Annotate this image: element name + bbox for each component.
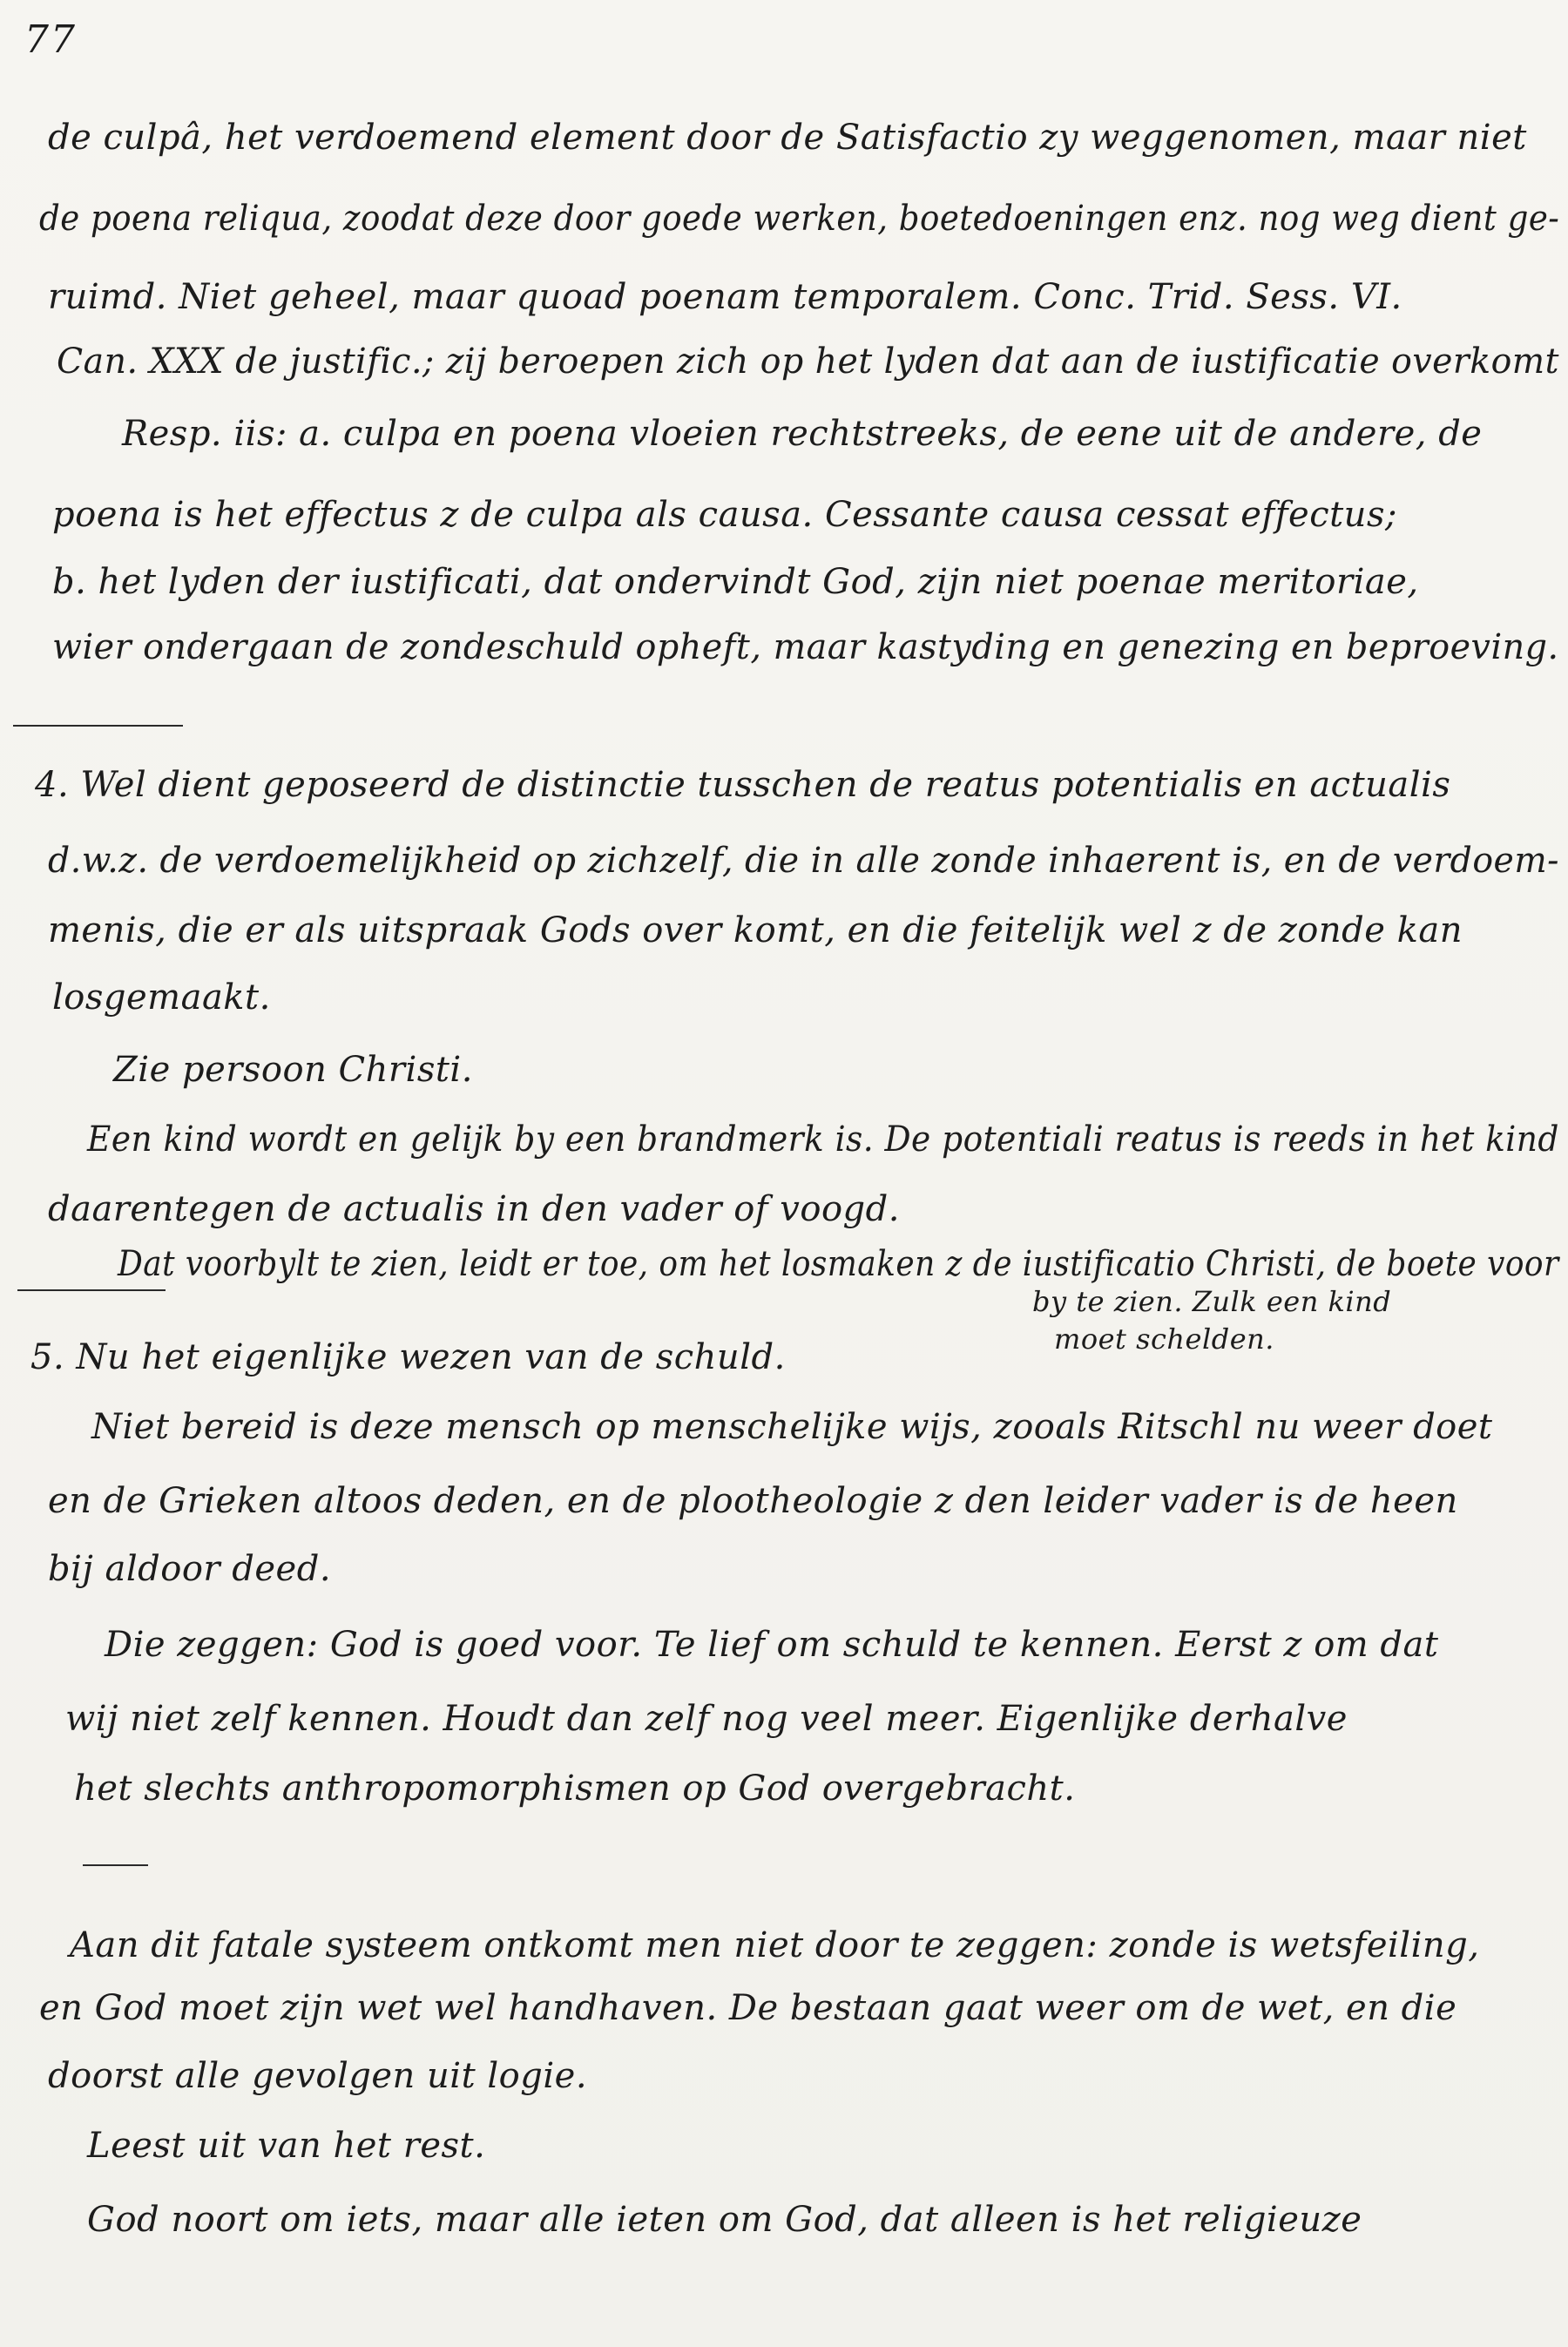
text-line: poena is het effectus z de culpa als causa. Cessante causa cessat effectus; (52, 495, 1397, 535)
margin-note: by te zien. Zulk een kind (1032, 1285, 1392, 1318)
text-line: bij aldoor deed. (48, 1549, 332, 1589)
text-line: de culpâ, het verdoemend element door de Satisfactio zy weggenomen, maar niet (48, 118, 1527, 158)
text-line: Die zeggen: God is goed voor. Te lief om schuld te kennen. Eerst z om dat (105, 1625, 1439, 1665)
text-line: menis, die er als uitspraak Gods over komt, en die feitelijk wel z de zonde kan (48, 910, 1463, 950)
section-divider (83, 1864, 148, 1866)
text-line: Een kind wordt en gelijk by een brandmerk is. De potentiali reatus is reeds in het kind (87, 1119, 1559, 1160)
text-line: Dat voorbylt te zien, leidt er toe, om het losmaken z de iustificatio Christi, de boete voor (118, 1244, 1559, 1284)
text-line: 4. Wel dient geposeerd de distinctie tusschen de reatus potentialis en actualis (35, 765, 1451, 805)
text-line: Can. XXX de justific.; zij beroepen zich op het lyden dat aan de iustificatie overkomt (57, 342, 1559, 382)
text-line: Zie persoon Christi. (113, 1050, 473, 1090)
text-line: b. het lyden der iustificati, dat ondervindt God, zijn niet poenae meritoriae, (52, 562, 1419, 602)
text-line: de poena reliqua, zoodat deze door goede werken, boetedoeningen enz. nog weg dient ge- (39, 199, 1560, 239)
text-line: Aan dit fatale systeem ontkomt men niet door te zeggen: zonde is wetsfeiling, (70, 1925, 1480, 1965)
text-line: en God moet zijn wet wel handhaven. De bestaan gaat weer om de wet, en die (39, 1988, 1457, 2028)
text-line: Resp. iis: a. culpa en poena vloeien rechtstreeks, de eene uit de andere, de (122, 414, 1483, 454)
margin-note: moet schelden. (1054, 1322, 1274, 1356)
page-number: 77 (24, 17, 77, 62)
text-line: God noort om iets, maar alle ieten om God, dat alleen is het religieuze (87, 2200, 1362, 2240)
text-line: wij niet zelf kennen. Houdt dan zelf nog veel meer. Eigenlijke derhalve (65, 1699, 1348, 1739)
text-line: Leest uit van het rest. (87, 2126, 486, 2166)
text-line: losgemaakt. (52, 977, 271, 1018)
text-line: doorst alle gevolgen uit logie. (48, 2056, 588, 2096)
text-line: Niet bereid is deze mensch op menschelijke wijs, zooals Ritschl nu weer doet (91, 1407, 1493, 1447)
text-line: 5. Nu het eigenlijke wezen van de schuld. (30, 1337, 786, 1377)
text-line: d.w.z. de verdoemelijkheid op zichzelf, die in alle zonde inhaerent is, en de verdoem- (48, 841, 1559, 881)
text-line: daarentegen de actualis in den vader of voogd. (48, 1189, 900, 1229)
text-line: wier ondergaan de zondeschuld opheft, maar kastyding en genezing en beproeving. (52, 627, 1559, 667)
text-line: en de Grieken altoos deden, en de plootheologie z den leider vader is de heen (48, 1481, 1458, 1521)
section-divider (17, 1289, 166, 1291)
text-line: het slechts anthropomorphismen op God overgebracht. (74, 1769, 1076, 1809)
section-divider (13, 725, 183, 727)
text-line: ruimd. Niet geheel, maar quoad poenam temporalem. Conc. Trid. Sess. VI. (48, 277, 1402, 317)
